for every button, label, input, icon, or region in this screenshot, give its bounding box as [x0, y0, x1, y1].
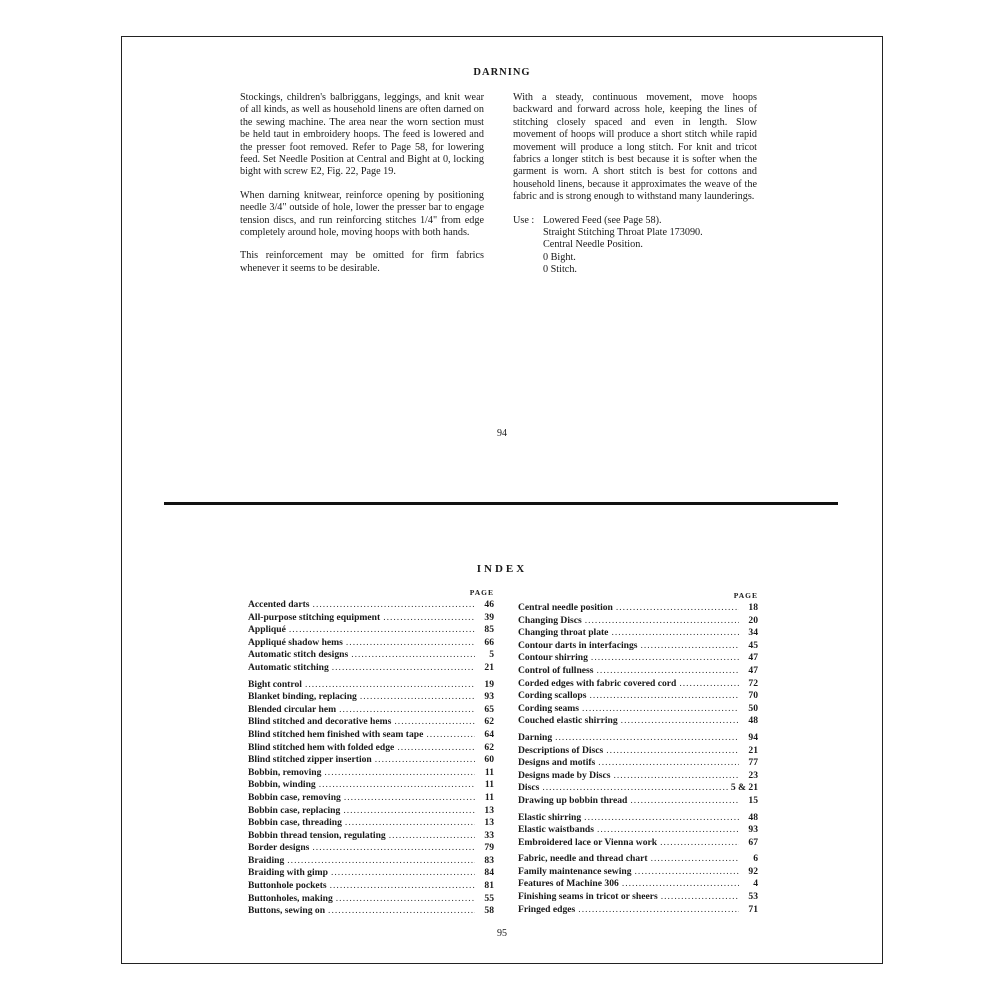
index-entry [248, 691, 494, 704]
index-page: 81 [484, 880, 494, 892]
leader-dots [598, 757, 739, 768]
index-entry [248, 716, 494, 729]
index-entry [518, 745, 758, 758]
index-page: 92 [748, 865, 758, 877]
index-page: 65 [484, 703, 494, 715]
index-entry [518, 652, 758, 665]
index-entry [248, 817, 494, 830]
leader-dots [582, 703, 739, 714]
index-page: 50 [748, 702, 758, 714]
leader-dots [542, 782, 727, 793]
leader-dots [339, 704, 475, 715]
darning-title: DARNING [473, 67, 531, 78]
index-entry [248, 742, 494, 755]
index-entry [518, 602, 758, 615]
use-item: Lowered Feed (see Page 58). [543, 214, 662, 226]
index-term: Bobbin thread tension, regulating [248, 829, 386, 841]
index-entry [248, 805, 494, 818]
index-entry [518, 904, 758, 917]
index-group [518, 812, 758, 850]
leader-dots [332, 662, 475, 673]
index-entry [518, 853, 758, 866]
index-term: Changing throat plate [518, 627, 609, 639]
leader-dots [635, 866, 739, 877]
leader-dots [651, 853, 739, 864]
index-entry [248, 729, 494, 742]
index-entry [248, 704, 494, 717]
index-entry [248, 649, 494, 662]
leader-dots [679, 678, 739, 689]
index-term: Blind stitched hem with folded edge [248, 741, 395, 753]
index-page: 64 [484, 728, 494, 740]
index-term: Buttonholes, making [248, 892, 333, 904]
index-term: Cording seams [518, 702, 580, 714]
index-entry [248, 624, 494, 637]
index-page: 18 [748, 602, 758, 613]
index-term: Blind stitched hem finished with seam tape [248, 728, 424, 740]
index-term: Drawing up bobbin thread [518, 794, 628, 806]
index-term: Corded edges with fabric covered cord [518, 677, 677, 689]
leader-dots [331, 867, 475, 878]
index-page: 66 [484, 636, 494, 648]
index-term: Discs [518, 782, 540, 794]
leader-dots [630, 795, 739, 806]
darning-paragraph: This reinforcement may be omitted for firm fabrics whenever it seems to be desirable. [240, 250, 484, 274]
leader-dots [344, 792, 475, 803]
leader-dots [330, 880, 475, 891]
leader-dots [611, 627, 739, 638]
index-page: 34 [748, 627, 758, 639]
leader-dots [616, 602, 739, 613]
leader-dots [346, 637, 475, 648]
index-entry [518, 782, 758, 795]
leader-dots [584, 812, 739, 823]
index-entry [248, 637, 494, 650]
leader-dots [313, 599, 475, 610]
index-group [518, 602, 758, 728]
leader-dots [578, 904, 739, 915]
leader-dots [606, 745, 739, 756]
index-term: Changing Discs [518, 614, 582, 626]
darning-paragraph: Stockings, children's balbriggans, leggings, and knit wear of all kinds, as well as household linens are often darned on the sewing machine. The area near the worn section must be held taut in embroidery hoops. The feed is lowered and the presser foot removed. Refer to Page 58, for lowering feed. Set Needle Position at Central and Bight at 0, locking bight with screw E2, Fig. 22, Page 19. [240, 92, 484, 178]
leader-dots [345, 817, 475, 828]
index-page: 48 [748, 811, 758, 823]
leader-dots [383, 612, 475, 623]
page-divider [164, 502, 838, 505]
leader-dots [640, 640, 739, 651]
index-page: 77 [748, 757, 758, 769]
index-page: 58 [484, 905, 494, 917]
index-group [518, 853, 758, 916]
index-entry [248, 599, 494, 612]
index-entry [248, 842, 494, 855]
use-item: Central Needle Position. [543, 239, 643, 251]
page-number-94: 94 [497, 428, 507, 439]
index-entry [518, 757, 758, 770]
leader-dots [426, 729, 475, 740]
leader-dots [660, 837, 739, 848]
index-term: Automatic stitching [248, 661, 329, 673]
index-page: 15 [748, 794, 758, 806]
index-page: 71 [748, 903, 758, 915]
index-page: 62 [484, 741, 494, 753]
index-term: Contour darts in interfacings [518, 639, 638, 651]
index-page: 55 [484, 892, 494, 904]
index-term: Features of Machine 306 [518, 878, 619, 890]
leader-dots [375, 754, 475, 765]
index-term: Bight control [248, 678, 302, 690]
darning-paragraph: When darning knitwear, reinforce opening by positioning needle 3/4" outside of hole, lower the presser bar to engage tension discs, and run reinforcing stitches 1/4" from edge completely around hole, moving hoops with both hands. [240, 189, 484, 239]
index-term: Bobbin, winding [248, 779, 316, 791]
index-page: 23 [748, 769, 758, 781]
index-entry [248, 880, 494, 893]
index-entry [518, 678, 758, 691]
index-page: 62 [484, 716, 494, 728]
index-entry [248, 754, 494, 767]
leader-dots [289, 624, 475, 635]
index-term: Accented darts [248, 599, 310, 610]
index-term: Braiding with gimp [248, 867, 328, 879]
document-sheet [121, 36, 883, 964]
darning-left-column [240, 92, 484, 286]
index-entry [518, 615, 758, 628]
page-number-95: 95 [497, 928, 507, 939]
index-term: Darning [518, 731, 553, 743]
index-page: 93 [748, 824, 758, 836]
index-page: 5 & 21 [730, 782, 758, 794]
use-item: 0 Stitch. [543, 264, 577, 276]
index-page: 21 [484, 661, 494, 673]
leader-dots [324, 767, 475, 778]
index-entry [518, 878, 758, 891]
index-page: 11 [484, 791, 494, 803]
leader-dots [312, 842, 475, 853]
index-term: Blind stitched and decorative hems [248, 716, 392, 728]
index-entry [248, 830, 494, 843]
index-right-column [518, 591, 758, 920]
index-entry [248, 893, 494, 906]
index-term: Contour shirring [518, 652, 588, 664]
use-items [543, 215, 757, 277]
index-entry [518, 824, 758, 837]
index-page: 21 [748, 744, 758, 756]
index-title: INDEX [476, 563, 528, 575]
index-term: Couched elastic shirring [518, 715, 618, 727]
index-page: 60 [484, 754, 494, 766]
index-term: Descriptions of Discs [518, 744, 604, 756]
index-entry [518, 866, 758, 879]
leader-dots [287, 855, 475, 866]
index-term: Elastic waistbands [518, 824, 594, 836]
index-entry [518, 665, 758, 678]
index-entry [248, 779, 494, 792]
index-page: 47 [748, 664, 758, 676]
index-page: 39 [484, 611, 494, 623]
index-entry [518, 795, 758, 808]
leader-dots [621, 715, 739, 726]
index-term: Blind stitched zipper insertion [248, 754, 372, 766]
page-column-header: PAGE [469, 588, 494, 597]
index-term: Embroidered lace or Vienna work [518, 836, 658, 848]
leader-dots [661, 891, 739, 902]
index-page: 85 [484, 624, 494, 636]
leader-dots [597, 665, 739, 676]
leader-dots [613, 770, 739, 781]
leader-dots [397, 742, 475, 753]
leader-dots [351, 649, 475, 660]
index-entry [248, 855, 494, 868]
index-page: 5 [489, 649, 494, 661]
index-entry [518, 640, 758, 653]
leader-dots [305, 679, 475, 690]
leader-dots [319, 779, 475, 790]
index-left-column [248, 588, 494, 922]
index-term: Bobbin case, replacing [248, 804, 341, 816]
leader-dots [555, 732, 739, 743]
use-list [513, 215, 757, 277]
index-entry [248, 792, 494, 805]
index-page: 13 [484, 804, 494, 816]
leader-dots [622, 878, 739, 889]
index-term: Fabric, needle and thread chart [518, 853, 648, 865]
index-entry [518, 812, 758, 825]
index-term: Designs made by Discs [518, 769, 611, 781]
index-term: Family maintenance sewing [518, 865, 632, 877]
index-page: 45 [748, 639, 758, 651]
index-page: 11 [484, 766, 494, 778]
index-entry [518, 715, 758, 728]
index-page: 70 [748, 690, 758, 702]
index-page: 33 [484, 829, 494, 841]
index-entry [248, 867, 494, 880]
index-term: Bobbin case, threading [248, 817, 342, 829]
index-term: Blanket binding, replacing [248, 691, 357, 703]
leader-dots [360, 691, 475, 702]
page-column-header: PAGE [733, 591, 758, 600]
index-term: Appliqué shadow hems [248, 636, 343, 648]
index-page: 48 [748, 715, 758, 727]
index-page: 93 [484, 691, 494, 703]
index-term: Control of fullness [518, 664, 594, 676]
leader-dots [336, 893, 475, 904]
index-entry [518, 732, 758, 745]
darning-right-column [513, 92, 757, 277]
index-entry [518, 690, 758, 703]
index-term: Appliqué [248, 624, 286, 636]
index-term: Buttonhole pockets [248, 880, 327, 892]
index-entry [518, 770, 758, 783]
index-group [518, 732, 758, 808]
index-entry [248, 767, 494, 780]
index-group [248, 679, 494, 918]
index-entry [518, 627, 758, 640]
index-term: Cording scallops [518, 690, 587, 702]
index-page: 46 [484, 599, 494, 610]
index-page: 20 [748, 614, 758, 626]
index-page: 13 [484, 817, 494, 829]
index-term: Braiding [248, 854, 285, 866]
index-page: 6 [753, 853, 758, 865]
index-term: Automatic stitch designs [248, 649, 349, 661]
index-term: Bobbin, removing [248, 766, 322, 778]
index-entry [248, 679, 494, 692]
leader-dots [591, 652, 739, 663]
use-label: Use : [513, 214, 535, 226]
index-entry [518, 891, 758, 904]
index-page: 4 [753, 878, 758, 890]
index-entry [518, 837, 758, 850]
index-page: 47 [748, 652, 758, 664]
leader-dots [590, 690, 739, 701]
leader-dots [394, 716, 475, 727]
darning-paragraph: With a steady, continuous movement, move hoops backward and forward across hole, keeping the lines of stitching closely spaced and even in length. Slow movement of hoops will produce a short stitch while rapid movement will produce a long stitch. For knit and tricot fabrics a longer stitch is best because it is softer when the garment is worn. A short stitch is best for cottons and household linens, because it approximates the weave of the fabric and is strong enough to withstand many launderings. [513, 92, 757, 203]
index-entry [248, 612, 494, 625]
index-term: Bobbin case, removing [248, 791, 341, 803]
index-term: Border designs [248, 842, 310, 854]
index-page: 11 [484, 779, 494, 791]
leader-dots [389, 830, 475, 841]
index-group [248, 599, 494, 675]
index-page: 79 [484, 842, 494, 854]
index-page: 72 [748, 677, 758, 689]
use-item: 0 Bight. [543, 251, 576, 263]
leader-dots [597, 824, 739, 835]
leader-dots [328, 905, 475, 916]
index-page: 84 [484, 867, 494, 879]
index-page: 53 [748, 891, 758, 903]
use-item: Straight Stitching Throat Plate 173090. [543, 227, 703, 239]
index-term: All-purpose stitching equipment [248, 611, 381, 623]
index-entry [248, 905, 494, 918]
index-page: 19 [484, 678, 494, 690]
index-entry [518, 703, 758, 716]
index-term: Designs and motifs [518, 757, 596, 769]
index-term: Blended circular hem [248, 703, 337, 715]
index-page: 67 [748, 836, 758, 848]
index-term: Buttons, sewing on [248, 905, 326, 917]
index-term: Elastic shirring [518, 811, 582, 823]
index-page: 83 [484, 854, 494, 866]
index-term: Fringed edges [518, 903, 576, 915]
leader-dots [585, 615, 739, 626]
index-term: Finishing seams in tricot or sheers [518, 891, 658, 903]
leader-dots [343, 805, 475, 816]
index-page: 94 [748, 731, 758, 743]
index-term: Central needle position [518, 602, 613, 613]
index-entry [248, 662, 494, 675]
